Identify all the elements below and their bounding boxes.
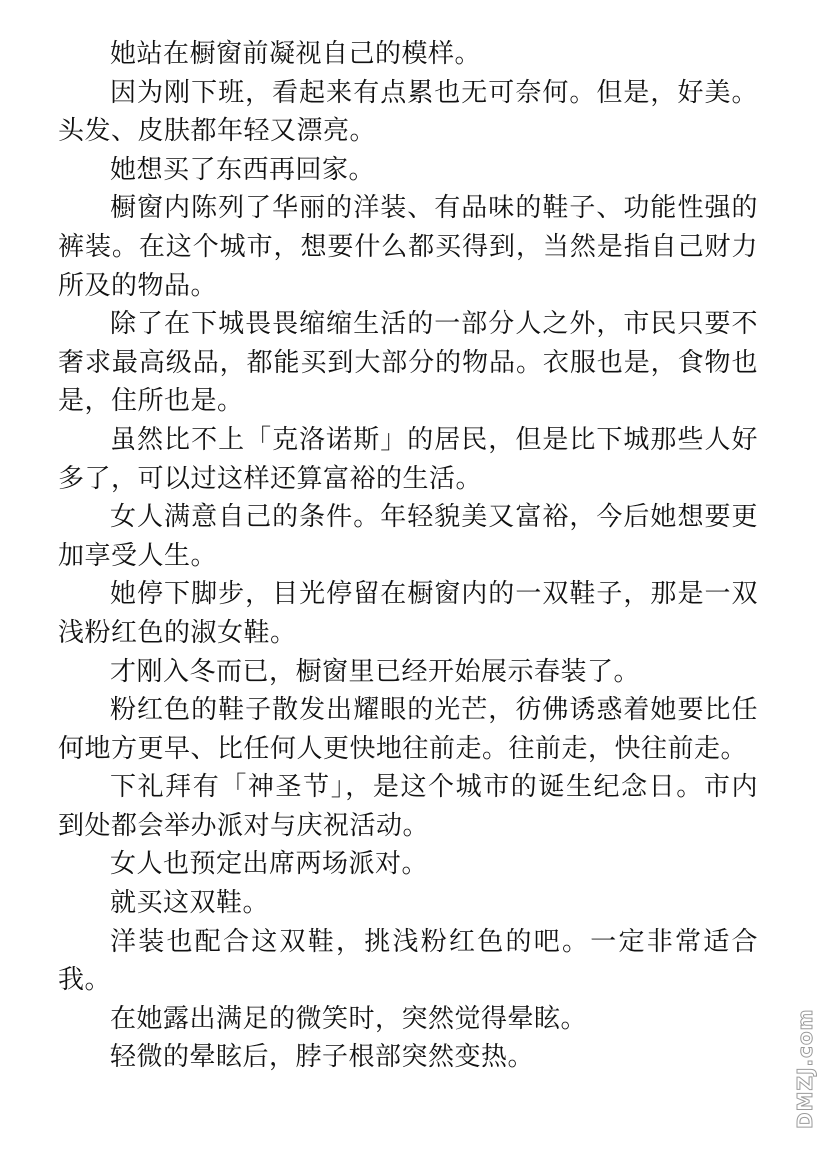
paragraph: 在她露出满足的微笑时，突然觉得晕眩。 — [110, 1003, 588, 1034]
paragraph: 才刚入冬而已，橱窗里已经开始展示春装了。 — [110, 656, 641, 687]
paragraph: 橱窗内陈列了华丽的洋装、有品味的鞋子、功能性强的裤装。在这个城市，想要什么都买得到，当然是指自己财力所及的物品。 — [58, 193, 758, 301]
paragraph: 粉红色的鞋子散发出耀眼的光芒，彷佛诱惑着她要比任何地方更早、比任何人更快地往前走。往前走，快往前走。 — [58, 695, 758, 764]
paragraph: 女人满意自己的条件。年轻貌美又富裕，今后她想要更加享受人生。 — [58, 502, 758, 571]
document-body — [58, 35, 758, 1077]
watermark-text: DMZJ.com — [793, 1008, 817, 1129]
paragraph: 就买这双鞋。 — [110, 888, 270, 919]
paragraph: 轻微的晕眩后，脖子根部突然变热。 — [110, 1042, 535, 1073]
paragraph: 因为刚下班，看起来有点累也无可奈何。但是，好美。头发、皮肤都年轻又漂亮。 — [58, 77, 758, 147]
paragraph: 她站在橱窗前凝视自己的模样。 — [110, 39, 482, 69]
watermark-logo — [792, 1008, 818, 1129]
paragraph: 下礼拜有「神圣节」，是这个城市的诞生纪念日。市内到处都会举办派对与庆祝活动。 — [58, 772, 758, 841]
paragraph: 女人也预定出席两场派对。 — [110, 849, 429, 880]
paragraph: 她想买了东西再回家。 — [110, 154, 376, 185]
paragraph: 她停下脚步，目光停留在橱窗内的一双鞋子，那是一双浅粉红色的淑女鞋。 — [58, 579, 758, 648]
paragraph: 虽然比不上「克洛诺斯」的居民，但是比下城那些人好多了，可以过这样还算富裕的生活。 — [58, 424, 758, 494]
paragraph: 洋装也配合这双鞋，挑浅粉红色的吧。一定非常适合我。 — [58, 926, 758, 996]
paragraph: 除了在下城畏畏缩缩生活的一部分人之外，市民只要不奢求最高级品，都能买到大部分的物品。衣服也是，食物也是，住所也是。 — [58, 309, 758, 417]
